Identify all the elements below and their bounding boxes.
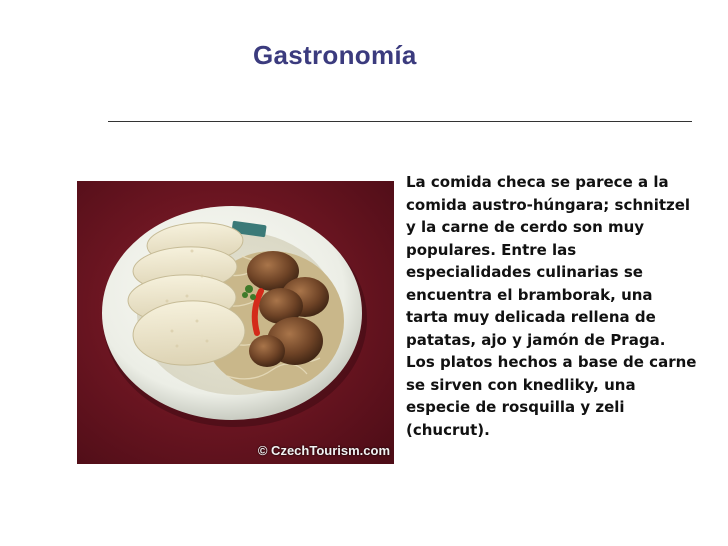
food-photo <box>77 181 394 464</box>
slide-body-text: La comida checa se parece a la comida austro-húngara; schnitzel y la carne de cerdo son muy populares. Entre las especialidades culinarias se encuentra el bramborak, una tarta muy delicada rellena de patatas, ajo y jamón de Praga. Los platos hechos a base de carne se sirven con knedliky, una especie de rosquilla y zeli (chucrut). <box>406 173 697 439</box>
slide-title: Gastronomía <box>253 40 417 70</box>
title-divider <box>108 121 692 122</box>
food-photo-illustration <box>77 181 394 464</box>
photo-watermark: © CzechTourism.com <box>257 443 390 458</box>
